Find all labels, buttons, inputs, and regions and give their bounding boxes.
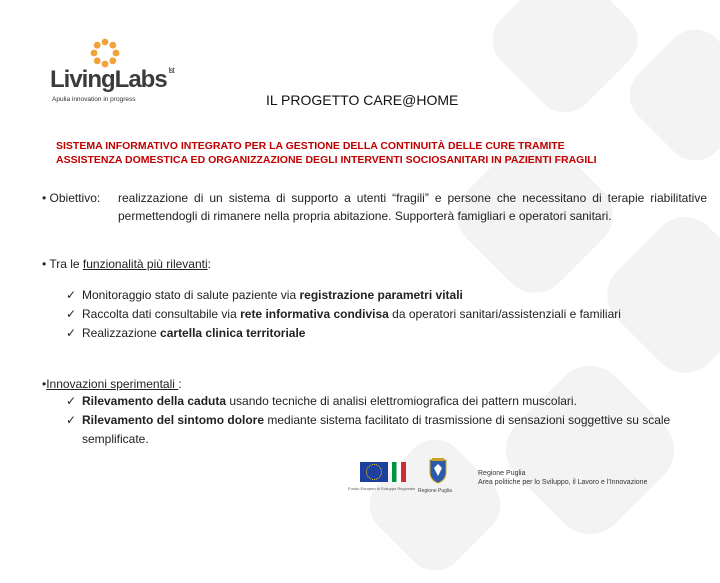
list-item: ✓ Monitoraggio stato di salute paziente via registrazione parametri vitali xyxy=(66,286,621,305)
features-heading: funzionalità più rilevanti xyxy=(82,257,208,271)
flower-icon xyxy=(90,38,120,68)
checkmark-icon: ✓ xyxy=(66,288,77,302)
list-item: ✓ Raccolta dati consultabile via rete informativa condivisa da operatori sanitari/assistenziali e familiari xyxy=(66,305,621,324)
background-shape xyxy=(491,351,689,549)
bullet: • xyxy=(42,377,47,391)
page-title: IL PROGETTO CARE@HOME xyxy=(266,92,459,108)
bullet: • xyxy=(42,257,47,271)
background-shape xyxy=(480,0,650,125)
regione-puglia-crest-icon xyxy=(428,458,448,484)
crest-caption: Regione Puglia xyxy=(418,488,452,494)
list-item: ✓ Rilevamento della caduta usando tecniche di analisi elettromiografica dei pattern muscolari. xyxy=(66,392,682,411)
subtitle-line: ASSISTENZA DOMESTICA ED ORGANIZZAZIONE DEGLI INTERVENTI SOCIOSANITARI IN PAZIENTI FRAGILI xyxy=(56,154,597,166)
italy-flag-icon xyxy=(392,462,406,482)
project-subtitle xyxy=(56,139,696,167)
features-intro: • Tra le funzionalità più rilevanti: xyxy=(42,257,211,271)
subtitle-line: SISTEMA INFORMATIVO INTEGRATO PER LA GESTIONE DELLA CONTINUITÀ DELLE CURE TRAMITE xyxy=(56,140,565,152)
footer-logos xyxy=(348,458,697,498)
objective-section xyxy=(42,189,707,225)
checkmark-icon: ✓ xyxy=(66,394,77,408)
eu-flag-icon xyxy=(360,462,388,482)
region-department: Area politiche per lo Sviluppo, il Lavoro e l'Innovazione xyxy=(478,479,648,486)
innovations-list xyxy=(66,392,682,449)
logo-tagline: Apulia innovation in progress xyxy=(52,96,136,103)
list-item: ✓ Realizzazione cartella clinica territoriale xyxy=(66,324,621,343)
innovations-intro: •Innovazioni sperimentali : xyxy=(42,377,182,391)
background-shape xyxy=(357,427,513,583)
region-name: Regione Puglia xyxy=(478,470,526,477)
fund-caption: Fondo Europeo di Sviluppo Regionale xyxy=(348,486,416,491)
list-item: ✓ Rilevamento del sintomo dolore mediante sistema facilitato di trasmissione di sensazioni soggettive su scale semplificate. xyxy=(66,413,671,446)
checkmark-icon: ✓ xyxy=(66,326,77,340)
innovations-heading: Innovazioni sperimentali xyxy=(46,377,179,391)
features-list xyxy=(66,286,621,343)
livinglabs-logo xyxy=(48,40,178,106)
checkmark-icon: ✓ xyxy=(66,413,77,427)
objective-text: realizzazione di un sistema di supporto a utenti “fragili” e persone che necessitano di terapie riabilitative permettendogli di rimanere nella propria abitazione. Supporterà famigliari e operatori sanitari. xyxy=(118,191,707,223)
checkmark-icon: ✓ xyxy=(66,307,77,321)
objective-label: • Obiettivo: xyxy=(42,191,101,205)
logo-wordmark: LivingLabs $^{lst}$ xyxy=(50,66,174,93)
